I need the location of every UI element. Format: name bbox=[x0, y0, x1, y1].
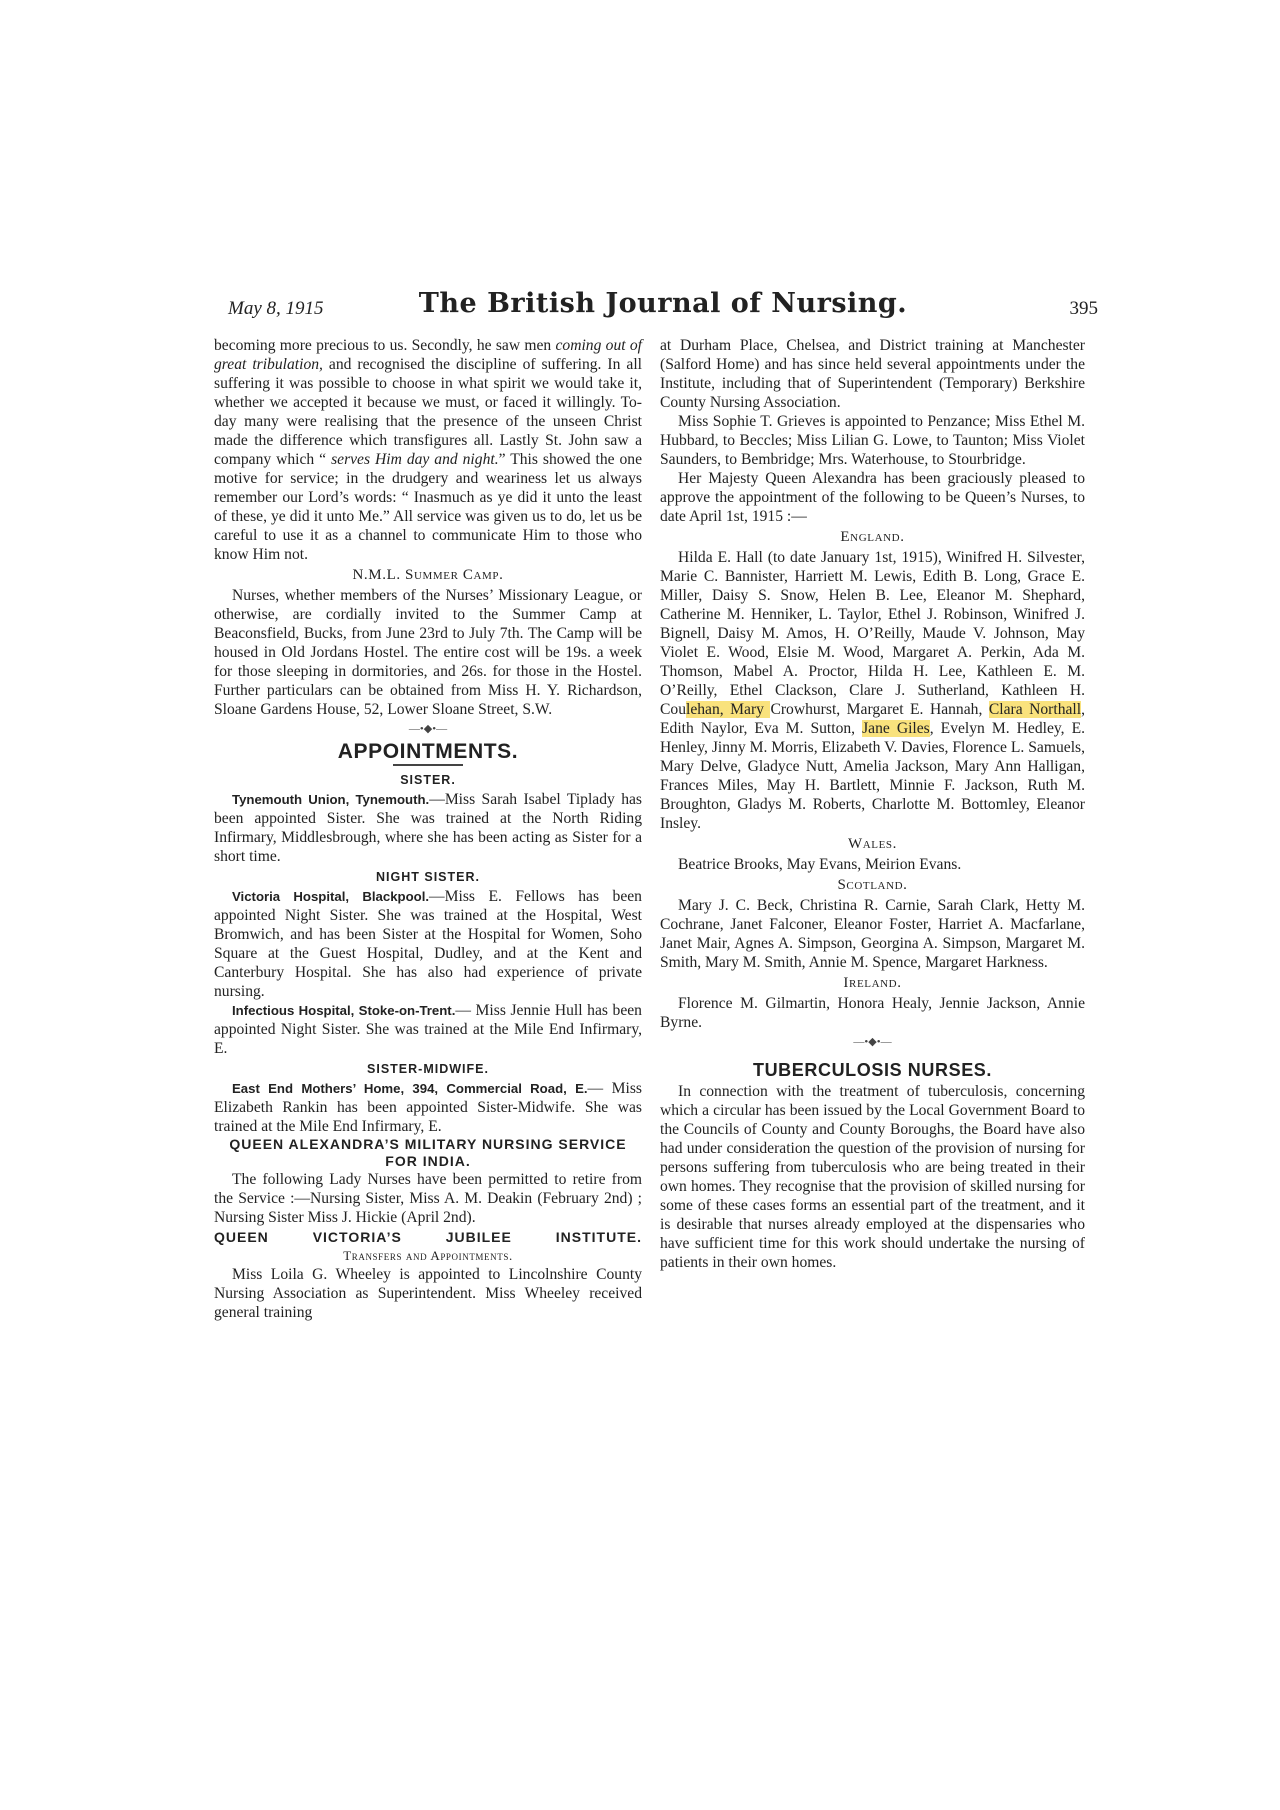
england-list: Hilda E. Hall (to date January 1st, 1915), Winifred H. Silvester, Marie C. Bannister, Harriett M. Lewis, Edith B. Long, Grace E. Miller, Daisy S. Snow, Helen B. Lee, Eleanor M. Shephard, Catherine M. Henniker, L. Taylor, Ethel J. Robinson, Winifred J. Bignell, Daisy M. Amos, H. O’Reilly, Maude V. Johnson, May Violet E. Wood, Elsie M. Wood, Margaret A. Perkin, Ada M. Thomson, Mabel A. Proctor, Hilda H. Lee, Kathleen E. M. O’Reilly, Ethel Clackson, Clare J. Sutherland, Kathleen H. Coulehan, Mary Crowhurst, Margaret E. Hannah, Clara Northall, Edith Naylor, Eva M. Sutton, Jane Giles, Evelyn M. Hedley, E. Henley, Jinny M. Morris, Elizabeth V. Davies, Florence L. Samuels, Mary Delve, Gladyce Nutt, Amelia Jackson, Mary Ann Halligan, Frances Miles, May H. Bartlett, Minnie F. Jackson, Ruth M. Broughton, Gladys M. Roberts, Charlotte M. Bottomley, Eleanor Insley. bbox=[660, 549, 1085, 832]
infectious-hospital-paragraph: Infectious Hospital, Stoke-on-Trent.— Miss Jennie Hull has been appointed Night Sister. She was trained at the Mile End Infirmary, E. bbox=[214, 1002, 642, 1057]
running-head bbox=[228, 288, 1098, 324]
qa-military-paragraph: The following Lady Nurses have been permitted to retire from the Service :—Nursing Sister, Miss A. M. Deakin (February 2nd) ; Nursing Sister Miss J. Hickie (April 2nd). bbox=[214, 1171, 642, 1226]
tuberculosis-title: TUBERCULOSIS NURSES. bbox=[752, 1060, 993, 1080]
highlight-1b: Crowhurst, Margaret E. Hannah, bbox=[770, 701, 989, 718]
wales-heading: Wales. bbox=[847, 836, 897, 852]
wheeley-continued: at Durham Place, Chelsea, and District training at Manchester (Salford Home) and has since held several appointments under the Institute, including that of Superintendent (Temporary) Berkshire County Nursing Association. bbox=[660, 337, 1085, 411]
sister-paragraph: Tynemouth Union, Tynemouth.—Miss Sarah Isabel Tiplady has been appointed Sister. She was trained at the North Riding Infirmary, Middlesbrough, where she has been acting as Sister for a short time. bbox=[214, 791, 642, 865]
ornament-divider-right: —•◆•— bbox=[853, 1036, 892, 1048]
england-heading: England. bbox=[840, 529, 905, 545]
ornament-divider: —•◆•— bbox=[408, 723, 448, 735]
title-rule bbox=[393, 764, 463, 766]
issue-date: May 8, 1915 bbox=[228, 298, 324, 319]
tuberculosis-paragraph: In connection with the treatment of tuberculosis, concerning which a circular has been issued by the Local Government Board to the Councils of County and County Boroughs, the Board have also had under consideration the question of the provision of nursing for persons suffering from tuberculosis who are being treated in their own homes. They recognise that the provision of skilled nursing for some of these cases forms an essential part of the treatment, and it is desirable that nurses already employed at the dispensaries who have sufficient time for this work should undertake the nursing of patients in their own homes. bbox=[660, 1083, 1085, 1271]
qv-jubilee-heading: QUEEN VICTORIA’S JUBILEE INSTITUTE. bbox=[214, 1229, 642, 1245]
wheeley-paragraph: Miss Loila G. Wheeley is appointed to Lincolnshire County Nursing Association as Superintendent. Miss Wheeley received general training bbox=[214, 1266, 642, 1321]
scotland-heading: Scotland. bbox=[837, 877, 908, 893]
sister-heading: SISTER. bbox=[400, 773, 456, 787]
page-number: 395 bbox=[1069, 298, 1098, 319]
appointments-title: APPOINTMENTS. bbox=[337, 740, 519, 763]
highlight-1: lehan, Mary bbox=[686, 701, 771, 718]
ireland-heading: Ireland. bbox=[843, 975, 902, 991]
sister-midwife-paragraph: East End Mothers’ Home, 394, Commercial Road, E.— Miss Elizabeth Rankin has been appointed Sister-Midwife. She was trained at the Mile End Infirmary, E. bbox=[214, 1080, 642, 1135]
wales-list: Beatrice Brooks, May Evans, Meirion Evans. bbox=[678, 856, 962, 873]
night-sister-paragraph: Victoria Hospital, Blackpool.—Miss E. Fellows has been appointed Night Sister. She was trained at the Hospital, West Bromwich, and has been Sister at the Hospital for Women, Soho Square at the Guest Hospital, Dudley, and at the Kent and Canterbury Hospital. She has also had experience of private nursing. bbox=[214, 888, 642, 1000]
scotland-list: Mary J. C. Beck, Christina R. Carnie, Sarah Clark, Hetty M. Cochrane, Janet Falconer, Eleanor Foster, Harriet A. Macfarlane, Janet Mair, Agnes A. Simpson, Georgina A. Simpson, Margaret M. Smith, Mary M. Smith, Annie M. Spence, Margaret Harkness. bbox=[660, 897, 1085, 971]
ireland-list: Florence M. Gilmartin, Honora Healy, Jennie Jackson, Annie Byrne. bbox=[660, 995, 1085, 1031]
right-column bbox=[660, 336, 1085, 1272]
qa-military-heading: QUEEN ALEXANDRA’S MILITARY NURSING SERVICE FOR INDIA. bbox=[229, 1136, 627, 1169]
journal-title: The British Journal of Nursing. bbox=[418, 288, 908, 319]
sermon-paragraph: becoming more precious to us. Secondly, he saw men coming out of great tribulation, and recognised the discipline of suffering. In all suffering it was possible to choose in what spirit we would take it, whether we accepted it because we must, or faced it willingly. To-day many were realising that the presence of the unseen Christ made the difference which transfigures all. Lastly St. John saw a company which “ serves Him day and night.” This showed the one motive for service; in the drudgery and weariness let us always remember our Lord’s words: “ Inasmuch as ye did it unto the least of these, ye did it unto Me.” All service was given us to do, let us be careful to use it as a channel to communicate Him to those who know Him not. bbox=[214, 337, 643, 563]
sister-midwife-heading: SISTER-MIDWIFE. bbox=[367, 1062, 489, 1076]
camp-paragraph: Nurses, whether members of the Nurses’ Missionary League, or otherwise, are cordially invited to the Summer Camp at Beaconsfield, Bucks, from June 23rd to July 7th. The Camp will be housed in Old Jordans Hostel. The entire cost will be 19s. a week for those sleeping in dormitories, and 26s. for those in the Hostel. Further particulars can be obtained from Miss H. Y. Richardson, Sloane Gardens House, 52, Lower Sloane Street, S.W. bbox=[214, 587, 642, 718]
queen-alexandra-paragraph: Her Majesty Queen Alexandra has been graciously pleased to approve the appointment of the following to be Queen’s Nurses, to date April 1st, 1915 :— bbox=[660, 470, 1085, 525]
camp-heading: N.M.L. Summer Camp. bbox=[352, 567, 504, 583]
highlight-jane-giles: Jane Giles bbox=[862, 720, 930, 737]
transfers-subheading: Transfers and Appointments. bbox=[343, 1248, 513, 1263]
grieves-paragraph: Miss Sophie T. Grieves is appointed to Penzance; Miss Ethel M. Hubbard, to Beccles; Miss Lilian G. Lowe, to Taunton; Miss Violet Saunders, to Bembridge; Mrs. Waterhouse, to Stourbridge. bbox=[660, 413, 1085, 468]
night-sister-heading: NIGHT SISTER. bbox=[376, 870, 480, 884]
left-column bbox=[214, 336, 642, 1322]
highlight-clara-northall: Clara Northall bbox=[988, 701, 1082, 718]
